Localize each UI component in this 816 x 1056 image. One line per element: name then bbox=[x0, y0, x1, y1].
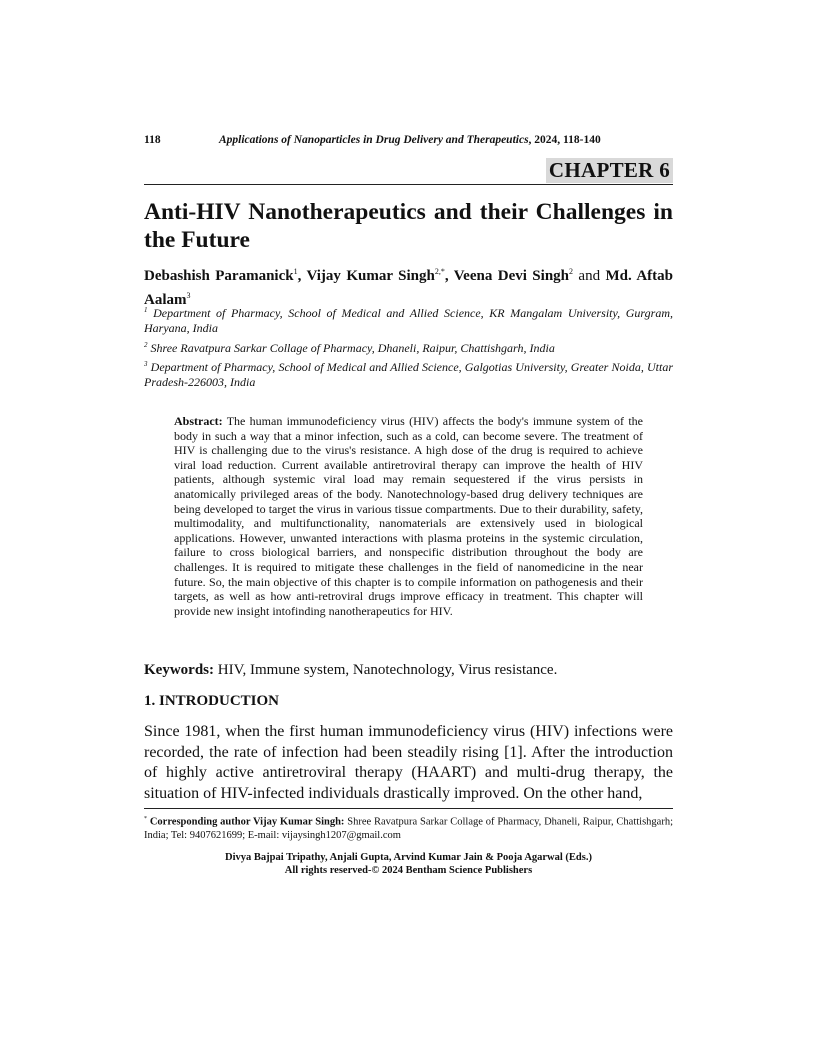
footnote-divider bbox=[144, 808, 673, 809]
chapter-header bbox=[144, 158, 673, 185]
abstract bbox=[174, 414, 643, 618]
affiliation-2 bbox=[144, 338, 673, 356]
rights-line: All rights reserved-© 2024 Bentham Science Publishers bbox=[284, 864, 533, 876]
keywords-text: HIV, Immune system, Nanotechnology, Virus resistance. bbox=[214, 662, 558, 678]
author-2: Vijay Kumar Singh bbox=[306, 268, 435, 284]
keywords-label: Keywords: bbox=[144, 662, 214, 678]
page-number: 118 bbox=[144, 134, 161, 146]
affiliation-1 bbox=[144, 303, 673, 336]
author-3-affil: 2 bbox=[569, 267, 573, 276]
keywords bbox=[144, 661, 673, 680]
footnote-text: Shree Ravatpura Sarkar Collage of Pharmacy, Dhaneli, Raipur, Chattishgarh; India; Tel: 9407621699; E-mail: vijaysingh1207@gmail.com bbox=[144, 816, 673, 841]
affiliation-marker: 3 bbox=[144, 360, 148, 368]
author-sep: , bbox=[444, 268, 454, 284]
footnote-label: Corresponding author Vijay Kumar Singh: bbox=[147, 816, 345, 828]
editors-line: Divya Bajpai Tripathy, Anjali Gupta, Arvind Kumar Jain & Pooja Agarwal (Eds.) bbox=[225, 852, 592, 863]
intro-paragraph: Since 1981, when the first human immunodeficiency virus (HIV) infections were recorded, the rate of infection had been steadily rising [1]. After the introduction of highly active antiretroviral therapy (HAART) and multi-drug therapy, the situation of HIV-infected individuals drastically improved. On the other hand, bbox=[144, 723, 673, 802]
journal-title-text: Applications of Nanoparticles in Drug Delivery and Therapeutics bbox=[219, 134, 529, 146]
author-1-affil: 1 bbox=[293, 267, 298, 276]
chapter-label: CHAPTER 6 bbox=[546, 158, 673, 183]
footnote bbox=[144, 813, 673, 842]
affiliation-3 bbox=[144, 357, 673, 390]
affiliation-marker: 2 bbox=[144, 341, 148, 349]
abstract-text: The human immunodeficiency virus (HIV) affects the body's immune system of the body in such a way that a minor infection, such as a cold, can become severe. The treatment of HIV is challenging due to the virus's resistance. A high dose of the drug is required to achieve viral load reduction. Current available antiretroviral therapy can improve the health of HIV patients, although systemic viral load may remain sequestered if the virus persists in anatomically privileged areas of the body. Nanotechnology-based drug delivery techniques are being developed to target the virus in various tissue compartments. Due to their durability, safety, multimodality, and multifunctionality, nanomaterials are extensively used in biological applications. However, unwanted interactions with plasma proteins in the systemic circulation, failure to cross biological barriers, and nonspecific distribution throughout the body are challenges. It is required to mitigate these challenges in the field of nanomedicine in the near future. So, the main objective of this chapter is to compile information on pathogenesis and their targets, as well as how anti-retroviral drugs improve efficacy in treatment. This chapter will provide new insight intofinding nanotherapeutics for HIV. bbox=[174, 414, 643, 618]
author-4: Md. Aftab Aalam bbox=[144, 268, 673, 308]
affiliation-text: Department of Pharmacy, School of Medical and Allied Science, KR Mangalam University, Gurgram, Haryana, India bbox=[144, 306, 673, 335]
author-1: Debashish Paramanick bbox=[144, 268, 294, 284]
affiliation-marker: 1 bbox=[144, 306, 148, 314]
chapter-title: Anti-HIV Nanotherapeutics and their Challenges in the Future bbox=[144, 199, 673, 253]
author-and: and bbox=[573, 268, 606, 284]
author-4-affil: 3 bbox=[186, 291, 191, 300]
section-heading: 1. INTRODUCTION bbox=[144, 693, 280, 709]
footnote-marker: * bbox=[144, 816, 147, 822]
abstract-label: Abstract: bbox=[174, 414, 223, 428]
journal-year-pages: , 2024, 118-140 bbox=[528, 134, 601, 146]
journal-title bbox=[219, 134, 601, 146]
author-sep: , bbox=[297, 268, 307, 284]
affiliation-text: Department of Pharmacy, School of Medical and Allied Science, Galgotias University, Greater Noida, Uttar Pradesh-226003, India bbox=[144, 360, 673, 389]
author-2-affil: 2,* bbox=[434, 267, 445, 276]
publisher-info bbox=[144, 852, 673, 877]
author-3: Veena Devi Singh bbox=[453, 268, 569, 284]
affiliation-text: Shree Ravatpura Sarkar Collage of Pharmacy, Dhaneli, Raipur, Chattishgarh, India bbox=[147, 341, 555, 355]
